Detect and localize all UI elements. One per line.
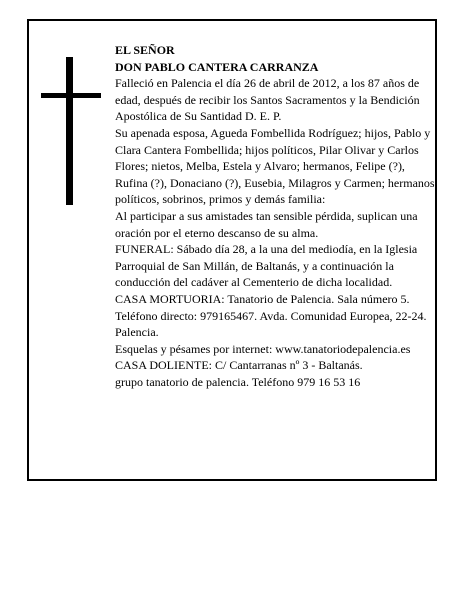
cross-vertical-bar [66, 57, 73, 205]
family-home-address: CASA DOLIENTE: C/ Cantarranas nº 3 - Baltanás. [115, 358, 363, 373]
obituary-text [115, 42, 435, 390]
prayer-request: Al participar a sus amistades tan sensible pérdida, suplican una oración por el eterno descanso de su alma. [115, 208, 418, 240]
funeral-home-info: CASA MORTUORIA: Tanatorio de Palencia. Sala número 5. Teléfono directo: 979165467. Avda. Comunidad Europea, 22-24. Palencia. [115, 291, 427, 340]
latin-cross-icon [41, 57, 101, 205]
family-list: Su apenada esposa, Agueda Fombellida Rodríguez; hijos, Pablo y Clara Cantera Fombellida; hijos políticos, Pilar Olivar y Carlos Flores; nietos, Melba, Estela y Alvaro; hermanos, Felipe (?), Rufina (?), Donaciano (?), Eusebia, Milagros y Carmen; hermanos políticos, sobrinos, primos y demás familia: [115, 125, 435, 207]
obituary-notice-frame [27, 19, 437, 481]
notice-title: EL SEÑOR [115, 43, 175, 57]
funeral-info: FUNERAL: Sábado día 28, a la una del mediodía, en la Iglesia Parroquial de San Millán, de Baltanás, y a continuación la conducción del cadáver al Cementerio de dicha localidad. [115, 242, 418, 290]
internet-condolences: Esquelas y pésames por internet: www.tanatoriodepalencia.es [115, 341, 411, 356]
cross-horizontal-bar [41, 93, 101, 98]
death-announcement: Falleció en Palencia el día 26 de abril de 2012, a los 87 años de edad, después de recibir los Santos Sacramentos y la Bendición Apostólica de Su Santidad D. E. P. [115, 76, 420, 124]
deceased-name: DON PABLO CANTERA CARRANZA [115, 59, 319, 74]
group-contact: grupo tanatorio de palencia. Teléfono 979 16 53 16 [115, 374, 361, 389]
